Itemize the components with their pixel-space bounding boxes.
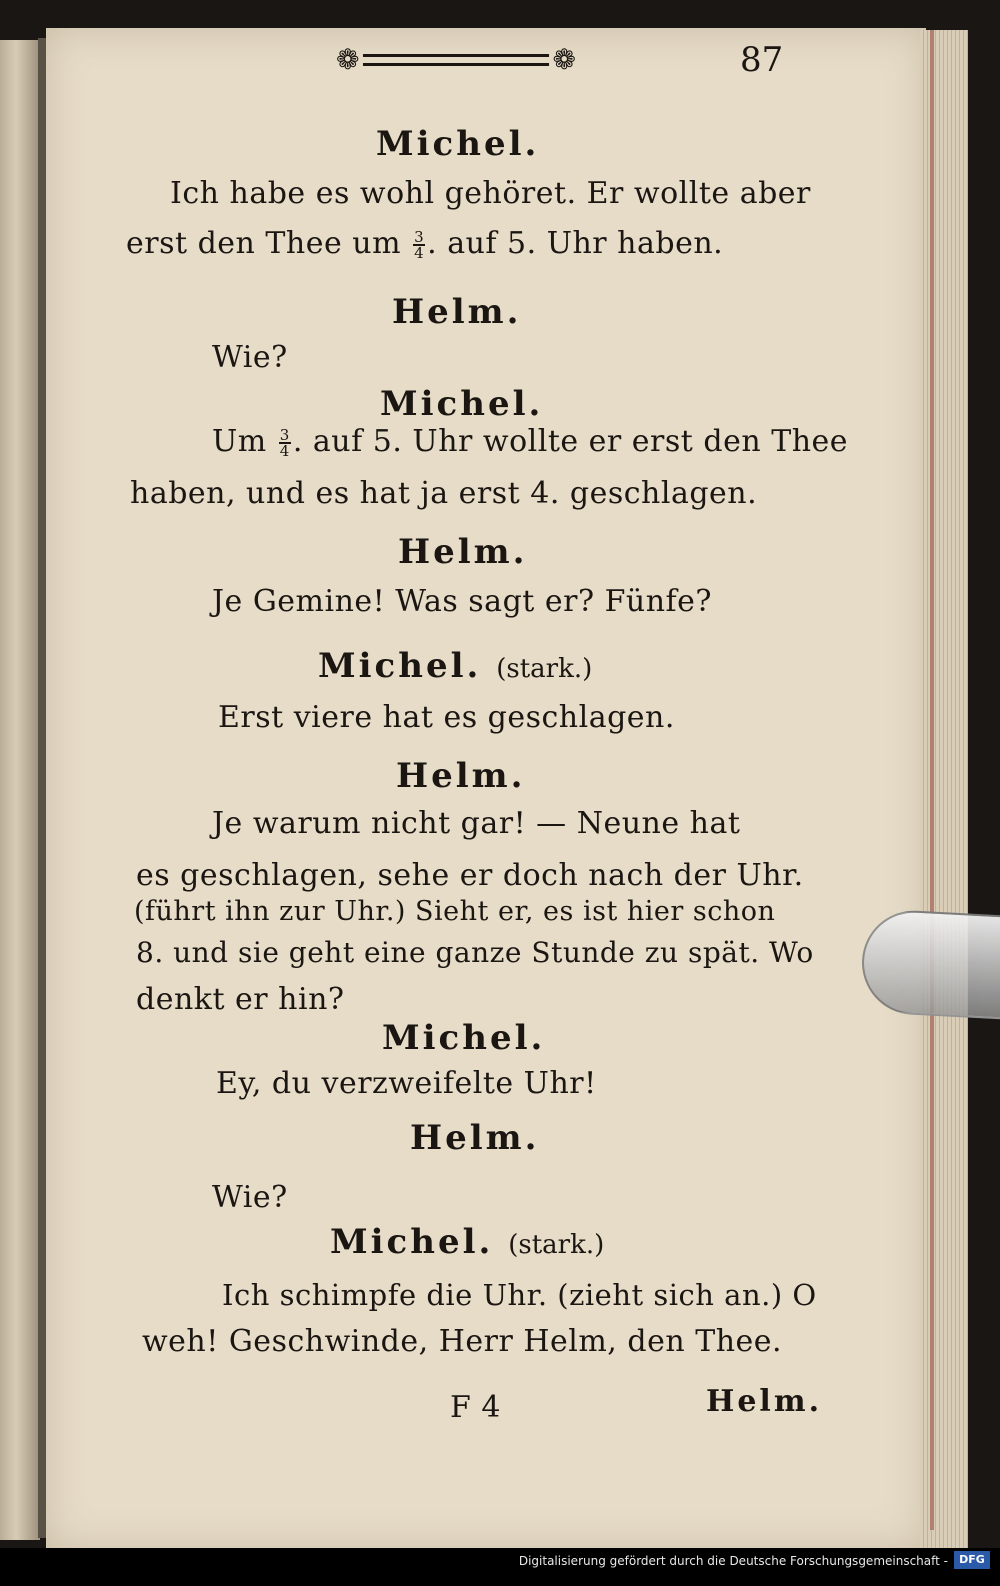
- speaker-helm: Helm.: [396, 756, 526, 796]
- fraction-denominator: 4: [414, 244, 425, 262]
- text-line: weh! Geschwinde, Herr Helm, den Thee.: [142, 1324, 783, 1359]
- text-line: Wie?: [212, 1180, 288, 1215]
- page-number: 87: [740, 40, 784, 80]
- stage-direction: (stark.): [496, 654, 593, 684]
- speaker-michel: Michel.: [382, 1018, 546, 1058]
- text-line: Ey, du verzweifelte Uhr!: [216, 1066, 597, 1101]
- flower-icon: ❁: [552, 43, 576, 76]
- text-line: Ich schimpfe die Uhr. (zieht sich an.) O: [222, 1278, 817, 1312]
- text-line: es geschlagen, sehe er doch nach der Uhr.: [136, 858, 804, 893]
- text-line: denkt er hin?: [136, 982, 345, 1017]
- header-ornament: [336, 42, 576, 78]
- fraction: [413, 230, 425, 260]
- fraction-denominator: 4: [279, 442, 290, 460]
- fraction-numerator: 3: [279, 426, 290, 444]
- speaker-helm: Helm.: [410, 1118, 540, 1158]
- catchword: Helm.: [706, 1384, 823, 1419]
- dfg-logo: DFG: [954, 1551, 990, 1569]
- text-span: . auf 5. Uhr wollte er erst den Thee: [292, 424, 849, 459]
- text-span: Um: [212, 424, 277, 459]
- speaker-michel: Michel.: [376, 124, 540, 164]
- footer-credit: Digitalisierung gefördert durch die Deutsche Forschungsgemeinschaft -: [518, 1554, 948, 1568]
- speaker-michel-stage: [318, 646, 592, 686]
- text-line: 8. und sie geht eine ganze Stunde zu spät. Wo: [136, 936, 814, 969]
- printer-signature: F 4: [450, 1390, 501, 1425]
- text-line: Ich habe es wohl gehöret. Er wollte aber: [170, 176, 811, 211]
- page-edge-stain: [930, 30, 934, 1530]
- text-line: [212, 424, 848, 459]
- flower-icon: ❁: [336, 43, 360, 76]
- text-line: Je warum nicht gar! — Neune hat: [212, 806, 741, 841]
- stage-direction: (stark.): [508, 1230, 605, 1260]
- text-line: [126, 226, 723, 261]
- text-line: Wie?: [212, 340, 288, 375]
- page-edges: [920, 30, 968, 1548]
- page-holder-clip: [859, 908, 1000, 1020]
- speaker-helm: Helm.: [392, 292, 522, 332]
- text-line: Je Gemine! Was sagt er? Fünfe?: [212, 584, 712, 619]
- speaker-name: Michel.: [330, 1222, 494, 1262]
- speaker-michel-stage: [330, 1222, 604, 1262]
- ornament-rule: [363, 54, 548, 66]
- text-line: (führt ihn zur Uhr.) Sieht er, es ist hier schon: [134, 896, 776, 927]
- text-line: haben, und es hat ja erst 4. geschlagen.: [130, 476, 758, 511]
- fraction: [279, 428, 291, 458]
- text-line: Erst viere hat es geschlagen.: [218, 700, 675, 735]
- text-span: erst den Thee um: [126, 226, 412, 261]
- speaker-name: Michel.: [318, 646, 482, 686]
- speaker-helm: Helm.: [398, 532, 528, 572]
- left-page-edge: [0, 40, 40, 1540]
- speaker-michel: Michel.: [380, 384, 544, 424]
- fraction-numerator: 3: [414, 228, 425, 246]
- text-span: . auf 5. Uhr haben.: [427, 226, 724, 261]
